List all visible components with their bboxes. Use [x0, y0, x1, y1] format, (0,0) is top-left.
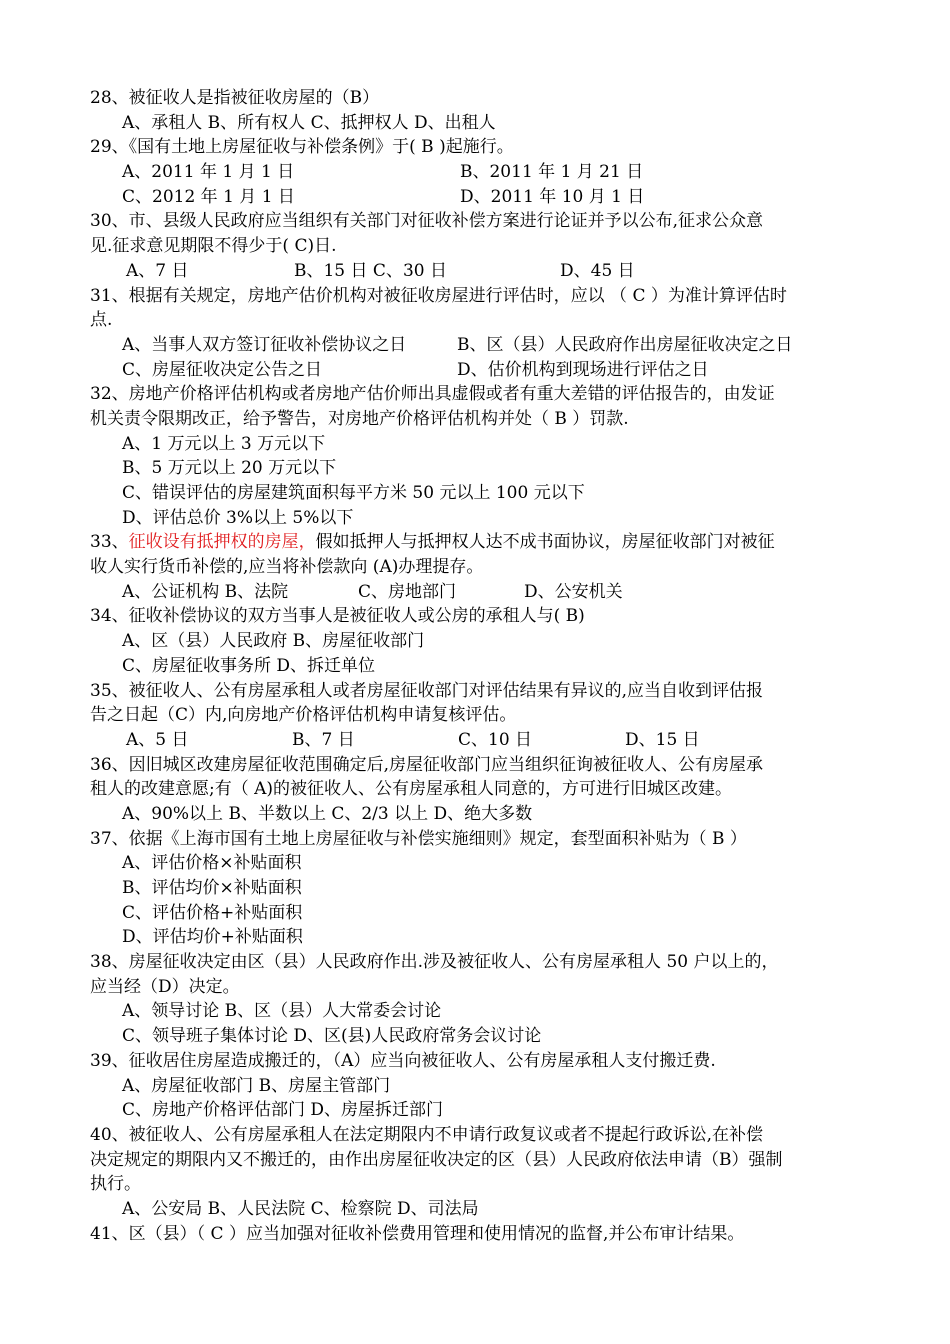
question-40-line3: 执行。	[90, 1174, 141, 1195]
question-37-option-a: A、评估价格×补贴面积	[122, 853, 302, 874]
question-31-line2: 点.	[90, 310, 113, 331]
question-28-options: A、承租人 B、所有权人 C、抵押权人 D、出租人	[122, 112, 496, 133]
question-35-options	[90, 728, 860, 753]
question-29-options-row2	[90, 185, 860, 210]
question-34-options-row2: C、房屋征收事务所 D、拆迁单位	[122, 655, 376, 676]
question-number: 33、	[90, 532, 129, 553]
highlighted-phrase: 征收设有抵押权的房屋，	[128, 532, 316, 553]
option-d: D、45 日	[560, 260, 635, 281]
question-30-line2: 见.征求意见期限不得少于( C)日.	[90, 236, 337, 257]
option-d: D、估价机构到现场进行评估之日	[457, 359, 709, 380]
question-32-option-d: D、评估总价 3%以上 5%以下	[122, 507, 354, 528]
question-33-line1	[90, 530, 860, 555]
option-a: A、7 日	[126, 260, 189, 281]
option-ab: A、公证机构 B、法院	[122, 581, 289, 602]
option-b: B、区（县）人民政府作出房屋征收决定之日	[457, 334, 793, 355]
option-c: C、10 日	[458, 729, 533, 750]
question-33-options	[90, 580, 860, 605]
question-list	[90, 86, 860, 1246]
option-c: C、房屋征收决定公告之日	[122, 359, 323, 380]
question-36-options: A、90%以上 B、半数以上 C、2/3 以上 D、绝大多数	[122, 803, 533, 824]
question-30-options	[90, 259, 860, 284]
question-37: 37、依据《上海市国有土地上房屋征收与补偿实施细则》规定，套型面积补贴为（ B ）	[90, 828, 747, 849]
option-d: D、公安机关	[524, 581, 623, 602]
option-a: A、2011 年 1 月 1 日	[122, 162, 295, 183]
question-35-line2: 告之日起（C）内,向房地产价格评估机构申请复核评估。	[90, 705, 517, 726]
question-36-line1: 36、因旧城区改建房屋征收范围确定后,房屋征收部门应当组织征询被征收人、公有房屋承	[90, 754, 764, 775]
question-40-options: A、公安局 B、人民法院 C、检察院 D、司法局	[122, 1198, 479, 1219]
question-37-option-c: C、评估价格+补贴面积	[122, 902, 303, 923]
option-a: A、5 日	[126, 729, 189, 750]
question-40-line1: 40、被征收人、公有房屋承租人在法定期限内不申请行政复议或者不提起行政诉讼,在补偿	[90, 1124, 764, 1145]
question-29-options-row1	[90, 160, 860, 185]
question-38-options-row2: C、领导班子集体讨论 D、区(县)人民政府常务会议讨论	[122, 1026, 542, 1047]
option-d: D、2011 年 10 月 1 日	[460, 186, 645, 207]
option-c: C、2012 年 1 月 1 日	[122, 186, 295, 207]
question-39-options-row1: A、房屋征收部门 B、房屋主管部门	[122, 1075, 391, 1096]
question-33-line2: 收人实行货币补偿的,应当将补偿款向 (A)办理提存。	[90, 557, 484, 578]
question-32-line2: 机关责令限期改正，给予警告，对房地产价格评估机构并处（ B ）罚款.	[90, 408, 629, 429]
question-text: 假如抵押人与抵押权人达不成书面协议，房屋征收部门对被征	[315, 532, 775, 553]
option-bc: B、15 日 C、30 日	[294, 260, 447, 281]
question-36-line2: 租人的改建意愿;有（ A)的被征收人、公有房屋承租人同意的，方可进行旧城区改建。	[90, 779, 733, 800]
question-40-line2: 决定规定的期限内又不搬迁的，由作出房屋征收决定的区（县）人民政府依法申请（B）强制	[90, 1149, 783, 1170]
question-38-line1: 38、房屋征收决定由区（县）人民政府作出.涉及被征收人、公有房屋承租人 50 户以上的，	[90, 952, 779, 973]
option-d: D、15 日	[625, 729, 700, 750]
question-37-option-b: B、评估均价×补贴面积	[122, 878, 302, 898]
option-b: B、2011 年 1 月 21 日	[460, 162, 644, 183]
question-39-options-row2: C、房地产价格评估部门 D、房屋拆迁部门	[122, 1100, 444, 1121]
question-29: 29、《国有土地上房屋征收与补偿条例》于( B )起施行。	[90, 137, 514, 158]
question-37-option-d: D、评估均价+补贴面积	[122, 927, 303, 948]
question-32-option-c: C、错误评估的房屋建筑面积每平方米 50 元以上 100 元以下	[122, 483, 585, 503]
question-30-line1: 30、市、县级人民政府应当组织有关部门对征收补偿方案进行论证并予以公布,征求公众意	[90, 211, 764, 232]
question-41: 41、区（县）（ C ）应当加强对征收补偿费用管理和使用情况的监督,并公布审计结果。	[90, 1223, 745, 1244]
question-31-line1: 31、根据有关规定，房地产估价机构对被征收房屋进行评估时，应以 （ C ）为准计算评估时	[90, 285, 787, 306]
question-32-line1: 32、房地产价格评估机构或者房地产估价师出具虚假或者有重大差错的评估报告的，由发证	[90, 384, 775, 405]
question-35-line1: 35、被征收人、公有房屋承租人或者房屋征收部门对评估结果有异议的,应当自收到评估报	[90, 680, 764, 701]
question-31-options-row2	[90, 358, 860, 383]
question-28: 28、被征收人是指被征收房屋的（B）	[90, 88, 380, 108]
option-b: B、7 日	[292, 729, 355, 750]
question-32-option-a: A、1 万元以上 3 万元以下	[122, 433, 326, 454]
question-31-options-row1	[90, 333, 860, 358]
question-34: 34、征收补偿协议的双方当事人是被征收人或公房的承租人与( B)	[90, 606, 585, 627]
question-38-options-row1: A、领导讨论 B、区（县）人大常委会讨论	[122, 1001, 442, 1022]
question-38-line2: 应当经（D）决定。	[90, 976, 240, 997]
option-a: A、当事人双方签订征收补偿协议之日	[122, 334, 407, 355]
question-34-options-row1: A、区（县）人民政府 B、房屋征收部门	[122, 631, 425, 652]
option-c: C、房地部门	[358, 581, 457, 602]
question-39: 39、征收居住房屋造成搬迁的，（A）应当向被征收人、公有房屋承租人支付搬迁费.	[90, 1050, 716, 1071]
question-32-option-b: B、5 万元以上 20 万元以下	[122, 458, 337, 479]
